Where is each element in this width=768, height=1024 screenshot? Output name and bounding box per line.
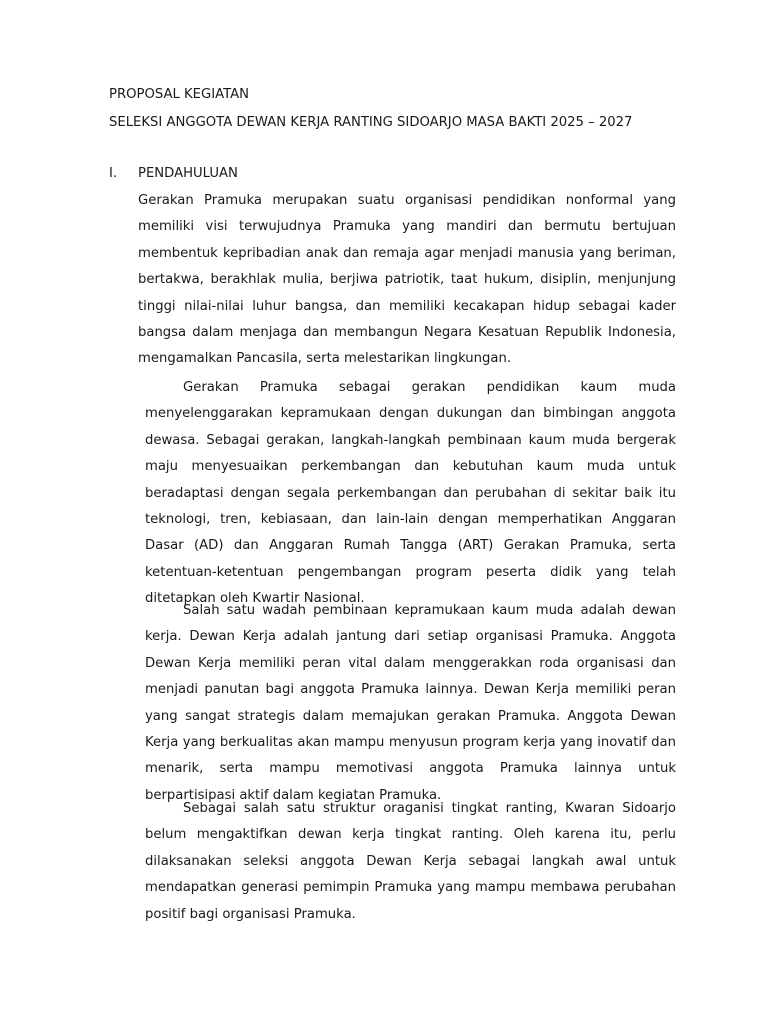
section-heading: PENDAHULUAN (138, 166, 238, 181)
section-number: I. (109, 166, 118, 181)
paragraph-3: Salah satu wadah pembinaan kepramukaan kaum muda adalah dewan kerja. Dewan Kerja adalah jantung dari setiap organisasi Pramuka. Anggota Dewan Kerja memiliki peran vital dalam menggerakkan roda organisasi dan menjadi panutan bagi anggota Pramuka lainnya. Dewan Kerja memiliki peran yang sangat strategis dalam memajukan gerakan Pramuka. Anggota Dewan Kerja yang berkualitas akan mampu menyusun program kerja yang inovatif dan menarik, serta mampu memotivasi anggota Pramuka lainnya untuk berpartisipasi aktif dalam kegiatan Pramuka. (145, 603, 676, 803)
paragraph-2: Gerakan Pramuka sebagai gerakan pendidikan kaum muda menyelenggarakan kepramukaan dengan dukungan dan bimbingan anggota dewasa. Sebagai gerakan, langkah-langkah pembinaan kaum muda bergerak maju menyesuaikan perkembangan dan kebutuhan kaum muda untuk beradaptasi dengan segala perkembangan dan perubahan di sekitar baik itu teknologi, tren, kebiasaan, dan lain-lain dengan memperhatikan Anggaran Dasar (AD) dan Anggaran Rumah Tangga (ART) Gerakan Pramuka, serta ketentuan-ketentuan pengembangan program peserta didik yang telah ditetapkan oleh Kwartir Nasional. (145, 380, 676, 607)
paragraph-1: Gerakan Pramuka merupakan suatu organisasi pendidikan nonformal yang memiliki visi terwujudnya Pramuka yang mandiri dan bermutu bertujuan membentuk kepribadian anak dan remaja agar menjadi manusia yang beriman, bertakwa, berakhlak mulia, berjiwa patriotik, taat hukum, disiplin, menjunjung tinggi nilai-nilai luhur bangsa, dan memiliki kecakapan hidup sebagai kader bangsa dalam menjaga dan membangun Negara Kesatuan Republik Indonesia, mengamalkan Pancasila, serta melestarikan lingkungan. (138, 193, 676, 367)
document-title: PROPOSAL KEGIATAN (109, 87, 250, 102)
paragraph-4: Sebagai salah satu struktur oraganisi tingkat ranting, Kwaran Sidoarjo belum mengaktifkan dewan kerja tingkat ranting. Oleh karena itu, perlu dilaksanakan seleksi anggota Dewan Kerja sebagai langkah awal untuk mendapatkan generasi pemimpin Pramuka yang mampu membawa perubahan positif bagi organisasi Pramuka. (145, 801, 676, 922)
document-subtitle: SELEKSI ANGGOTA DEWAN KERJA RANTING SIDOARJO MASA BAKTI 2025 – 2027 (109, 115, 633, 130)
